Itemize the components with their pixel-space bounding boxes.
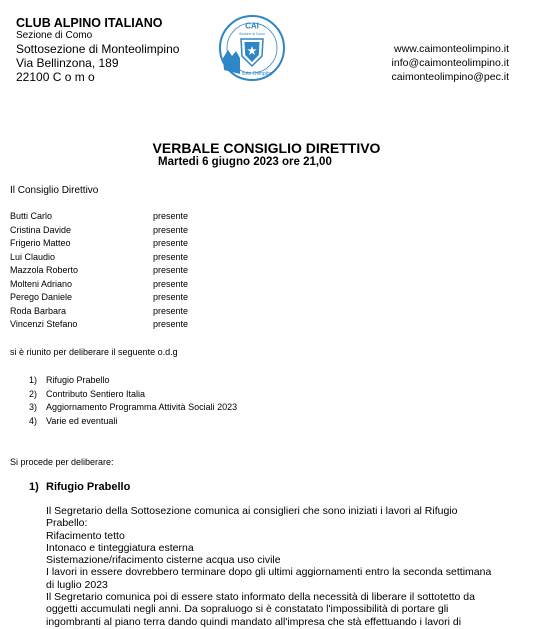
attendance-row	[10, 252, 188, 266]
street-address: Via Bellinzona, 189	[16, 56, 119, 70]
agenda-list	[29, 375, 237, 429]
attendance-list	[10, 211, 188, 333]
agenda-item	[29, 416, 237, 430]
section-body	[46, 505, 530, 628]
subsection-name: Sottosezione di Monteolimpino	[16, 42, 180, 56]
agenda-number: 3)	[29, 402, 38, 412]
body-line: Intonaco e tinteggiatura esterna	[46, 541, 194, 554]
body-line: Sistemazione/rifacimento cisterne acqua uso civile	[46, 554, 281, 567]
member-name: Molteni Adriano	[10, 278, 73, 289]
logo-ring-text: Sezione di Como	[239, 32, 265, 36]
city-address: 22100 C o m o	[16, 70, 95, 84]
letterhead-contacts	[392, 42, 509, 84]
attendance-row	[10, 279, 188, 293]
attendance-row	[10, 225, 188, 239]
section-label: Sezione di Como	[16, 30, 93, 41]
deliberation-intro: Si procede per deliberare:	[10, 457, 114, 467]
logo-top-text: CAI	[245, 21, 259, 31]
member-name: Frigerio Matteo	[10, 238, 71, 248]
body-line: Il Segretario della Sottosezione comunica ai consiglieri che sono iniziati i lavori al Rifugio	[46, 505, 458, 517]
cai-logo	[218, 14, 286, 82]
pec-link[interactable]: caimonteolimpino@pec.it	[391, 71, 509, 83]
member-status: presente	[153, 224, 189, 235]
section-title: Rifugio Prabello	[46, 481, 131, 493]
logo-bottom-text: onte Olimpino	[241, 71, 273, 77]
org-name: CLUB ALPINO ITALIANO	[16, 16, 163, 30]
letterhead-address	[16, 16, 179, 84]
agenda-text: Aggiornamento Programma Attività Sociali 2023	[46, 402, 238, 412]
attendance-row	[10, 211, 188, 225]
member-status: presente	[153, 278, 189, 289]
agenda-number: 4)	[29, 415, 38, 426]
member-status: presente	[153, 292, 189, 302]
member-name: Roda Barbara	[10, 305, 67, 316]
member-name: Mazzola Roberto	[10, 265, 79, 275]
section-heading	[29, 481, 130, 493]
member-status: presente	[153, 319, 189, 329]
body-line: Prabello:	[46, 517, 88, 530]
attendance-row	[10, 292, 188, 306]
body-line: di luglio 2023	[46, 578, 108, 591]
agenda-intro: si è riunito per deliberare il seguente o.d.g	[10, 347, 178, 357]
body-line: ingombranti al piano terra dando quindi mandato all'impresa che stà effettuando i lavori di	[46, 615, 462, 628]
body-line: I lavori in essere dovrebbero terminare dopo gli ultimi aggiornamenti entro la seconda settimana	[46, 566, 492, 579]
member-name: Perego Daniele	[10, 292, 73, 302]
body-line: Il Segretario comunica poi di essere stato informato della necessità di liberare il sottotetto da	[46, 591, 475, 604]
attendance-row	[10, 265, 188, 279]
agenda-text: Contributo Sentiero Italia	[46, 388, 146, 399]
member-name: Cristina Davide	[10, 224, 72, 235]
member-name: Vincenzi Stefano	[10, 319, 78, 329]
attendance-row	[10, 306, 188, 320]
member-status: presente	[153, 211, 189, 221]
intro-text: Il Consiglio Direttivo	[10, 185, 99, 196]
body-line: Rifacimento tetto	[46, 529, 125, 542]
agenda-number: 2)	[29, 388, 38, 399]
agenda-text: Rifugio Prabello	[46, 375, 110, 385]
member-status: presente	[153, 251, 189, 262]
website-link[interactable]: www.caimonteolimpino.it	[394, 43, 509, 55]
email-link[interactable]: info@caimonteolimpino.it	[391, 57, 509, 69]
member-name: Butti Carlo	[10, 211, 53, 221]
document-title: VERBALE CONSIGLIO DIRETTIVO	[152, 140, 381, 156]
agenda-item	[29, 375, 237, 389]
agenda-item	[29, 402, 237, 416]
member-status: presente	[153, 238, 189, 248]
agenda-item	[29, 389, 237, 403]
section-number: 1)	[29, 481, 39, 493]
member-name: Lui Claudio	[10, 251, 56, 262]
body-line: oggetti accumulati negli anni. Da sopraluogo si è constatato l'impossibilità di portare gli	[46, 603, 449, 616]
agenda-number: 1)	[29, 375, 38, 385]
agenda-text: Varie ed eventuali	[46, 415, 118, 426]
attendance-row	[10, 238, 188, 252]
member-status: presente	[153, 265, 189, 275]
attendance-row	[10, 319, 188, 333]
member-status: presente	[153, 305, 189, 316]
meeting-date: Martedi 6 giugno 2023 ore 21,00	[158, 156, 332, 168]
